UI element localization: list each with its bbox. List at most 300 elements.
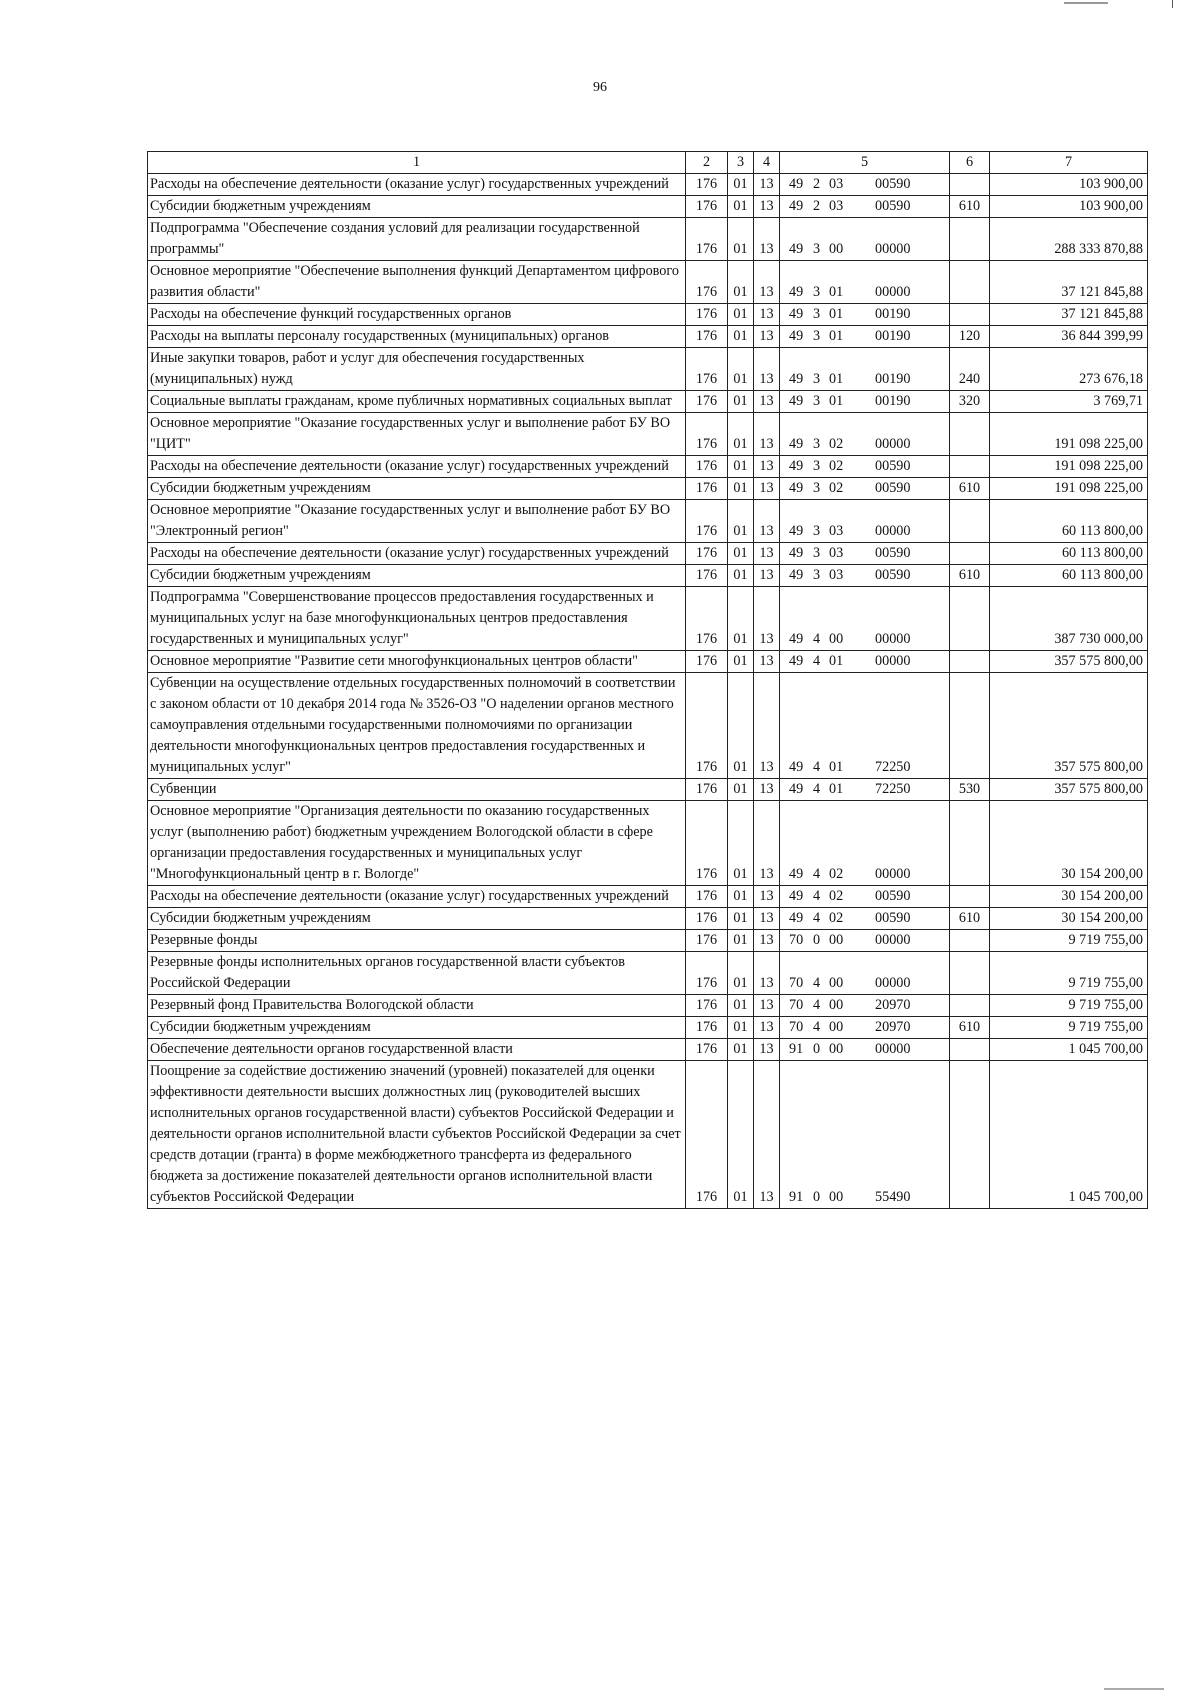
cell-section: 01	[728, 391, 754, 413]
cell-amount: 9 719 755,00	[990, 1017, 1148, 1039]
code-activity: 01	[829, 284, 844, 300]
code-subprogram: 3	[813, 480, 821, 496]
table-row	[148, 587, 1148, 651]
code-subprogram: 4	[813, 888, 821, 904]
scan-edge-mark	[1172, 0, 1173, 8]
cell-subsection: 13	[754, 908, 780, 930]
cell-amount: 191 098 225,00	[990, 478, 1148, 500]
cell-code-ministry: 176	[686, 930, 728, 952]
code-activity: 02	[829, 888, 844, 904]
cell-subsection: 13	[754, 1039, 780, 1061]
cell-expense-type: 610	[950, 908, 990, 930]
cell-expense-type: 610	[950, 196, 990, 218]
table-row	[148, 413, 1148, 456]
cell-amount: 3 769,71	[990, 391, 1148, 413]
cell-section: 01	[728, 326, 754, 348]
cell-subsection: 13	[754, 391, 780, 413]
code-direction: 00000	[875, 653, 911, 669]
code-program: 49	[789, 436, 804, 452]
code-program: 49	[789, 866, 804, 882]
row-name: Субвенции на осуществление отдельных государственных полномочий в соответствии с законом области от 10 декабря 2014 года № 3526-ОЗ "О наделении органов местного самоуправления отдельными государственными полномочиями по организации деятельности многофункциональных центров предоставления государственных и муниципальных услуг"	[148, 673, 686, 779]
cell-section: 01	[728, 500, 754, 543]
code-program: 49	[789, 284, 804, 300]
cell-code-ministry: 176	[686, 304, 728, 326]
cell-target-article	[780, 391, 950, 413]
code-activity: 03	[829, 176, 844, 192]
cell-section: 01	[728, 196, 754, 218]
code-subprogram: 4	[813, 866, 821, 882]
cell-subsection: 13	[754, 1017, 780, 1039]
cell-expense-type	[950, 413, 990, 456]
cell-subsection: 13	[754, 995, 780, 1017]
cell-amount: 191 098 225,00	[990, 456, 1148, 478]
cell-subsection: 13	[754, 413, 780, 456]
code-direction: 20970	[875, 1019, 911, 1035]
cell-section: 01	[728, 1039, 754, 1061]
cell-code-ministry: 176	[686, 952, 728, 995]
cell-code-ministry: 176	[686, 587, 728, 651]
cell-code-ministry: 176	[686, 543, 728, 565]
cell-target-article	[780, 348, 950, 391]
code-direction: 00000	[875, 284, 911, 300]
cell-code-ministry: 176	[686, 779, 728, 801]
code-activity: 03	[829, 198, 844, 214]
cell-target-article	[780, 478, 950, 500]
table-row	[148, 1039, 1148, 1061]
cell-section: 01	[728, 587, 754, 651]
cell-subsection: 13	[754, 801, 780, 886]
cell-subsection: 13	[754, 304, 780, 326]
cell-expense-type	[950, 456, 990, 478]
code-direction: 00590	[875, 545, 911, 561]
code-activity: 00	[829, 1041, 844, 1057]
table-row	[148, 500, 1148, 543]
code-direction: 00590	[875, 458, 911, 474]
cell-code-ministry: 176	[686, 326, 728, 348]
cell-amount: 60 113 800,00	[990, 565, 1148, 587]
code-program: 49	[789, 393, 804, 409]
row-name: Расходы на обеспечение деятельности (оказание услуг) государственных учреждений	[148, 174, 686, 196]
row-name: Расходы на обеспечение деятельности (оказание услуг) государственных учреждений	[148, 886, 686, 908]
code-direction: 00590	[875, 480, 911, 496]
cell-amount: 103 900,00	[990, 196, 1148, 218]
code-subprogram: 2	[813, 176, 821, 192]
table-row	[148, 326, 1148, 348]
table-row	[148, 391, 1148, 413]
code-subprogram: 3	[813, 436, 821, 452]
cell-amount: 191 098 225,00	[990, 413, 1148, 456]
code-subprogram: 3	[813, 371, 821, 387]
scan-edge-mark	[1104, 1688, 1164, 1690]
cell-amount: 9 719 755,00	[990, 952, 1148, 995]
code-program: 70	[789, 975, 804, 991]
cell-subsection: 13	[754, 1061, 780, 1209]
code-subprogram: 4	[813, 997, 821, 1013]
code-activity: 02	[829, 910, 844, 926]
code-subprogram: 4	[813, 1019, 821, 1035]
code-activity: 02	[829, 458, 844, 474]
cell-section: 01	[728, 1061, 754, 1209]
cell-subsection: 13	[754, 543, 780, 565]
code-direction: 00590	[875, 176, 911, 192]
cell-target-article	[780, 908, 950, 930]
code-direction: 00590	[875, 567, 911, 583]
cell-code-ministry: 176	[686, 1039, 728, 1061]
code-direction: 72250	[875, 759, 911, 775]
table-row	[148, 930, 1148, 952]
cell-amount: 387 730 000,00	[990, 587, 1148, 651]
column-header: 7	[990, 152, 1148, 174]
page-number: 96	[593, 80, 607, 95]
cell-section: 01	[728, 930, 754, 952]
code-subprogram: 4	[813, 653, 821, 669]
cell-subsection: 13	[754, 930, 780, 952]
cell-expense-type	[950, 304, 990, 326]
cell-section: 01	[728, 952, 754, 995]
code-activity: 00	[829, 241, 844, 257]
row-name: Основное мероприятие "Организация деятельности по оказанию государственных услуг (выполнению работ) бюджетным учреждением Вологодской области в сфере организации предоставления государственных и муниципальных услуг "Многофункциональный центр в г. Вологде"	[148, 801, 686, 886]
cell-section: 01	[728, 218, 754, 261]
cell-amount: 1 045 700,00	[990, 1039, 1148, 1061]
cell-target-article	[780, 1017, 950, 1039]
code-program: 49	[789, 545, 804, 561]
code-program: 91	[789, 1189, 804, 1205]
cell-subsection: 13	[754, 673, 780, 779]
cell-section: 01	[728, 886, 754, 908]
cell-section: 01	[728, 261, 754, 304]
code-activity: 01	[829, 781, 844, 797]
row-name: Обеспечение деятельности органов государственной власти	[148, 1039, 686, 1061]
cell-target-article	[780, 218, 950, 261]
code-direction: 00000	[875, 436, 911, 452]
table-row	[148, 908, 1148, 930]
cell-section: 01	[728, 1017, 754, 1039]
cell-section: 01	[728, 348, 754, 391]
table-row	[148, 478, 1148, 500]
cell-expense-type	[950, 930, 990, 952]
cell-target-article	[780, 587, 950, 651]
code-subprogram: 4	[813, 759, 821, 775]
code-direction: 00000	[875, 932, 911, 948]
cell-code-ministry: 176	[686, 500, 728, 543]
table-row	[148, 543, 1148, 565]
cell-amount: 37 121 845,88	[990, 261, 1148, 304]
code-program: 49	[789, 910, 804, 926]
cell-subsection: 13	[754, 348, 780, 391]
code-program: 49	[789, 176, 804, 192]
code-program: 91	[789, 1041, 804, 1057]
cell-target-article	[780, 779, 950, 801]
code-activity: 02	[829, 436, 844, 452]
cell-subsection: 13	[754, 261, 780, 304]
column-header: 1	[148, 152, 686, 174]
cell-target-article	[780, 304, 950, 326]
row-name: Поощрение за содействие достижению значений (уровней) показателей для оценки эффективности деятельности высших должностных лиц (руководителей высших исполнительных органов государственной власти) субъектов Российской Федерации и деятельности органов исполнительной власти субъектов Российской Федерации за счет средств дотации (гранта) в форме межбюджетного трансферта из федерального бюджета за достижение показателей деятельности органов исполнительной власти субъектов Российской Федерации	[148, 1061, 686, 1209]
code-subprogram: 3	[813, 284, 821, 300]
cell-expense-type	[950, 543, 990, 565]
cell-amount: 9 719 755,00	[990, 930, 1148, 952]
cell-amount: 30 154 200,00	[990, 908, 1148, 930]
row-name: Субсидии бюджетным учреждениям	[148, 908, 686, 930]
table-row	[148, 261, 1148, 304]
table-row	[148, 673, 1148, 779]
code-direction: 00190	[875, 306, 911, 322]
code-program: 49	[789, 371, 804, 387]
cell-subsection: 13	[754, 196, 780, 218]
cell-target-article	[780, 995, 950, 1017]
table-row	[148, 801, 1148, 886]
table-row	[148, 174, 1148, 196]
cell-expense-type	[950, 995, 990, 1017]
code-direction: 00000	[875, 866, 911, 882]
code-program: 49	[789, 328, 804, 344]
code-direction: 20970	[875, 997, 911, 1013]
row-name: Субвенции	[148, 779, 686, 801]
code-activity: 00	[829, 631, 844, 647]
cell-target-article	[780, 500, 950, 543]
table-row	[148, 651, 1148, 673]
cell-target-article	[780, 326, 950, 348]
cell-code-ministry: 176	[686, 1017, 728, 1039]
cell-expense-type	[950, 1039, 990, 1061]
code-program: 70	[789, 1019, 804, 1035]
code-direction: 00590	[875, 910, 911, 926]
cell-amount: 36 844 399,99	[990, 326, 1148, 348]
cell-section: 01	[728, 565, 754, 587]
cell-target-article	[780, 1061, 950, 1209]
code-direction: 00000	[875, 975, 911, 991]
cell-expense-type: 530	[950, 779, 990, 801]
code-direction: 00190	[875, 393, 911, 409]
cell-expense-type	[950, 1061, 990, 1209]
cell-target-article	[780, 174, 950, 196]
cell-amount: 9 719 755,00	[990, 995, 1148, 1017]
code-subprogram: 0	[813, 1041, 821, 1057]
cell-section: 01	[728, 673, 754, 779]
table-row	[148, 218, 1148, 261]
cell-subsection: 13	[754, 456, 780, 478]
cell-section: 01	[728, 413, 754, 456]
table-row	[148, 779, 1148, 801]
code-activity: 00	[829, 932, 844, 948]
code-direction: 55490	[875, 1189, 911, 1205]
cell-code-ministry: 176	[686, 456, 728, 478]
cell-target-article	[780, 543, 950, 565]
code-subprogram: 4	[813, 781, 821, 797]
cell-section: 01	[728, 478, 754, 500]
code-activity: 03	[829, 545, 844, 561]
table-row	[148, 456, 1148, 478]
code-subprogram: 3	[813, 545, 821, 561]
cell-target-article	[780, 565, 950, 587]
cell-subsection: 13	[754, 478, 780, 500]
code-subprogram: 3	[813, 523, 821, 539]
row-name: Основное мероприятие "Оказание государственных услуг и выполнение работ БУ ВО "Электронный регион"	[148, 500, 686, 543]
cell-code-ministry: 176	[686, 1061, 728, 1209]
code-activity: 00	[829, 975, 844, 991]
cell-code-ministry: 176	[686, 886, 728, 908]
table-row	[148, 952, 1148, 995]
cell-target-article	[780, 952, 950, 995]
code-direction: 00000	[875, 523, 911, 539]
cell-code-ministry: 176	[686, 565, 728, 587]
code-activity: 01	[829, 328, 844, 344]
cell-section: 01	[728, 779, 754, 801]
cell-expense-type	[950, 952, 990, 995]
cell-section: 01	[728, 908, 754, 930]
code-program: 49	[789, 567, 804, 583]
row-name: Основное мероприятие "Развитие сети многофункциональных центров области"	[148, 651, 686, 673]
cell-section: 01	[728, 304, 754, 326]
row-name: Подпрограмма "Обеспечение создания условий для реализации государственной программы"	[148, 218, 686, 261]
table-row	[148, 995, 1148, 1017]
code-direction: 00590	[875, 198, 911, 214]
code-direction: 00000	[875, 631, 911, 647]
cell-section: 01	[728, 651, 754, 673]
code-activity: 01	[829, 371, 844, 387]
cell-expense-type	[950, 886, 990, 908]
column-header: 2	[686, 152, 728, 174]
cell-expense-type	[950, 801, 990, 886]
code-program: 49	[789, 631, 804, 647]
budget-table	[147, 151, 1148, 1209]
cell-expense-type	[950, 651, 990, 673]
cell-target-article	[780, 801, 950, 886]
row-name: Резервные фонды исполнительных органов государственной власти субъектов Российской Федерации	[148, 952, 686, 995]
code-program: 49	[789, 759, 804, 775]
table-row	[148, 886, 1148, 908]
cell-expense-type	[950, 587, 990, 651]
scan-edge-mark	[1064, 2, 1108, 4]
cell-expense-type	[950, 500, 990, 543]
table-row	[148, 565, 1148, 587]
cell-code-ministry: 176	[686, 478, 728, 500]
code-direction: 00190	[875, 328, 911, 344]
row-name: Основное мероприятие "Оказание государственных услуг и выполнение работ БУ ВО "ЦИТ"	[148, 413, 686, 456]
cell-amount: 357 575 800,00	[990, 673, 1148, 779]
row-name: Расходы на обеспечение деятельности (оказание услуг) государственных учреждений	[148, 456, 686, 478]
cell-subsection: 13	[754, 326, 780, 348]
code-program: 49	[789, 888, 804, 904]
code-activity: 02	[829, 866, 844, 882]
cell-subsection: 13	[754, 651, 780, 673]
cell-code-ministry: 176	[686, 651, 728, 673]
cell-subsection: 13	[754, 587, 780, 651]
code-subprogram: 3	[813, 306, 821, 322]
code-subprogram: 0	[813, 1189, 821, 1205]
cell-code-ministry: 176	[686, 261, 728, 304]
row-name: Расходы на выплаты персоналу государственных (муниципальных) органов	[148, 326, 686, 348]
cell-amount: 37 121 845,88	[990, 304, 1148, 326]
code-activity: 01	[829, 759, 844, 775]
column-header: 4	[754, 152, 780, 174]
code-activity: 00	[829, 1189, 844, 1205]
cell-subsection: 13	[754, 886, 780, 908]
cell-subsection: 13	[754, 565, 780, 587]
cell-amount: 357 575 800,00	[990, 779, 1148, 801]
table-row	[148, 196, 1148, 218]
column-header: 5	[780, 152, 950, 174]
cell-target-article	[780, 196, 950, 218]
cell-code-ministry: 176	[686, 218, 728, 261]
cell-subsection: 13	[754, 174, 780, 196]
cell-target-article	[780, 673, 950, 779]
code-program: 49	[789, 653, 804, 669]
code-activity: 00	[829, 997, 844, 1013]
cell-code-ministry: 176	[686, 174, 728, 196]
cell-amount: 1 045 700,00	[990, 1061, 1148, 1209]
code-activity: 03	[829, 567, 844, 583]
cell-amount: 273 676,18	[990, 348, 1148, 391]
code-program: 49	[789, 480, 804, 496]
cell-expense-type: 610	[950, 565, 990, 587]
table-row	[148, 304, 1148, 326]
table-row	[148, 1061, 1148, 1209]
code-program: 49	[789, 523, 804, 539]
table-header-row	[148, 152, 1148, 174]
cell-subsection: 13	[754, 952, 780, 995]
code-direction: 00590	[875, 888, 911, 904]
row-name: Иные закупки товаров, работ и услуг для обеспечения государственных (муниципальных) нужд	[148, 348, 686, 391]
code-direction: 72250	[875, 781, 911, 797]
column-header: 6	[950, 152, 990, 174]
code-direction: 00190	[875, 371, 911, 387]
cell-code-ministry: 176	[686, 348, 728, 391]
cell-expense-type: 120	[950, 326, 990, 348]
cell-section: 01	[728, 174, 754, 196]
code-subprogram: 3	[813, 241, 821, 257]
cell-expense-type: 610	[950, 1017, 990, 1039]
cell-target-article	[780, 1039, 950, 1061]
row-name: Резервные фонды	[148, 930, 686, 952]
table-row	[148, 1017, 1148, 1039]
code-subprogram: 3	[813, 328, 821, 344]
cell-expense-type: 320	[950, 391, 990, 413]
row-name: Социальные выплаты гражданам, кроме публичных нормативных социальных выплат	[148, 391, 686, 413]
cell-target-article	[780, 886, 950, 908]
cell-amount: 288 333 870,88	[990, 218, 1148, 261]
code-activity: 01	[829, 306, 844, 322]
code-activity: 01	[829, 653, 844, 669]
code-subprogram: 3	[813, 458, 821, 474]
cell-code-ministry: 176	[686, 801, 728, 886]
code-subprogram: 4	[813, 631, 821, 647]
cell-target-article	[780, 930, 950, 952]
cell-code-ministry: 176	[686, 908, 728, 930]
code-activity: 02	[829, 480, 844, 496]
cell-target-article	[780, 456, 950, 478]
row-name: Расходы на обеспечение деятельности (оказание услуг) государственных учреждений	[148, 543, 686, 565]
cell-section: 01	[728, 456, 754, 478]
code-program: 49	[789, 241, 804, 257]
column-header: 3	[728, 152, 754, 174]
code-subprogram: 3	[813, 393, 821, 409]
cell-expense-type	[950, 673, 990, 779]
code-program: 49	[789, 198, 804, 214]
cell-expense-type: 240	[950, 348, 990, 391]
cell-amount: 60 113 800,00	[990, 500, 1148, 543]
code-activity: 01	[829, 393, 844, 409]
cell-code-ministry: 176	[686, 673, 728, 779]
code-program: 70	[789, 932, 804, 948]
table-row	[148, 348, 1148, 391]
row-name: Резервный фонд Правительства Вологодской области	[148, 995, 686, 1017]
code-subprogram: 2	[813, 198, 821, 214]
code-subprogram: 4	[813, 910, 821, 926]
cell-amount: 357 575 800,00	[990, 651, 1148, 673]
cell-code-ministry: 176	[686, 196, 728, 218]
row-name: Расходы на обеспечение функций государственных органов	[148, 304, 686, 326]
